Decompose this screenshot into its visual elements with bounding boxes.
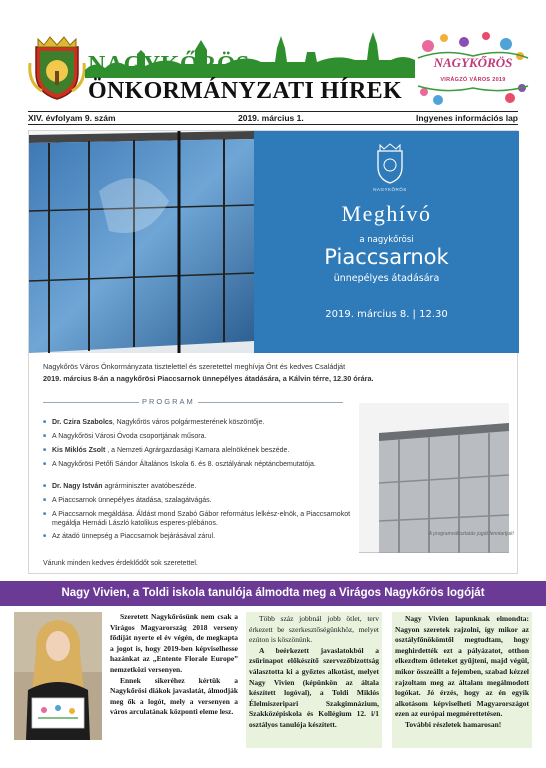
article-col1-para2: Ennek sikeréhez kértük a Nagykőrösi diákok javaslatát, álmodják meg ők a logót, mely a versenyen a város arculatának központi eleme lesz. bbox=[110, 675, 238, 717]
article-col1-para1: Szeretett Nagykőrösünk nem csak a Virágos Magyarország 2018 verseny fődíját nyerte el év végén, de megkapta a jogot is, hogy 2019-ben képviselhesse hazánkat az „Entente Florale Europe” nemzetközi versenyen. bbox=[110, 612, 238, 674]
program-item-text: , Nagykőrös város polgármesterének köszöntője. bbox=[112, 419, 265, 426]
issue-volume: XIV. évfolyam 9. szám bbox=[28, 113, 116, 123]
invitation-subheading: a nagykőrösi bbox=[359, 235, 414, 245]
masthead bbox=[0, 0, 546, 112]
program-item bbox=[43, 496, 363, 510]
article-column-2 bbox=[246, 612, 382, 748]
article-column-3 bbox=[392, 612, 532, 748]
program-item bbox=[43, 532, 363, 546]
issue-note: Ingyenes információs lap bbox=[415, 113, 518, 123]
article-col3-para2: További részletek hamarosan! bbox=[405, 719, 502, 729]
viragos-logo-name: NAGYKŐRÖS bbox=[433, 55, 513, 70]
program-item bbox=[43, 510, 363, 532]
invitation-heading: Meghívó bbox=[341, 201, 432, 226]
program-header bbox=[43, 397, 343, 407]
article-col2-para1: Több száz jobbnál jobb ötlet, terv érkezett be szerkesztőségünkhöz, melyet ezúton is köszönünk. bbox=[249, 614, 379, 645]
program-item-text: , a Nemzeti Agrárgazdasági Kamara alelnökének beszéde. bbox=[105, 447, 290, 454]
article-col3-para1: Nagy Vivien lapunknak elmondta: Nagyon szeretek rajzolni, így mikor az osztályfőnökömtől megtudtam, hogy meghirdették ezt a pályázatot, otthon elkezdtem ötleteket gyűjteni, majd végül, mikor összeállt a fejemben, szabad kézzel rajzoltam meg az általam megálmodott logókat. Jó érzés, hogy az én egyik alkotásom képviselheti Magyarországot ezen az európai megmérettetésen. bbox=[395, 614, 529, 719]
program-item bbox=[43, 446, 363, 460]
fine-print: A programváltoztatás jogát fenntartjuk! bbox=[428, 531, 514, 537]
student-with-logo-photo bbox=[14, 612, 102, 740]
intro-line2: 2019. március 8-án a nagykőrösi Piaccsarnok ünnepélyes átadására, a Kálvin térre, 12.30 órára. bbox=[43, 374, 374, 383]
issue-date: 2019. március 1. bbox=[238, 113, 304, 123]
masthead-title-line2: ÖNKORMÁNYZATI HÍREK bbox=[88, 78, 402, 104]
program-item-text: agrárminiszter avatóbeszéde. bbox=[102, 483, 197, 490]
viragos-logo-tagline: VIRÁGZÓ VÁROS 2019 bbox=[440, 77, 506, 83]
article-col2-para2: A beérkezett javaslatokból a zsűrinapot előkészítő szervezőbizottság választotta ki a győztes alkotást, melyet Nagy Vivien (képünkön az általa készített logóval), a Toldi Miklós Élelmiszeripari Szakgimnázium, Szakközépiskola és Kollégium 12. i/1 osztályos tanulója készített. bbox=[249, 645, 379, 729]
masthead-title-line1: NAGYKŐRÖS bbox=[88, 52, 250, 78]
city-emblem-icon bbox=[374, 143, 406, 185]
market-hall-photo bbox=[29, 131, 254, 353]
invitation-closing: Várunk minden kedves érdeklődőt sok szeretettel. bbox=[43, 560, 198, 567]
program-item-text: A Nagykőrösi Városi Óvoda csoportjának műsora. bbox=[52, 433, 207, 440]
program-list bbox=[43, 418, 363, 546]
program-item-speaker: Dr. Nagy István bbox=[52, 483, 103, 490]
article-headline: Nagy Vivien, a Toldi iskola tanulója álmodta meg a Virágos Nagykőrös logóját bbox=[0, 581, 546, 606]
program-item-text: Az átadó ünnepség a Piaccsarnok bejárásával zárul. bbox=[52, 533, 216, 540]
program-item bbox=[43, 482, 363, 496]
invitation-datetime: 2019. március 8. | 12.30 bbox=[325, 309, 448, 320]
program-item-text: A Piaccsarnok megáldása. Áldást mond Szabó Gábor református lelkész-elnök, a Piaccsarnokot megáldja Hernádi László katolikus esperes-plébános. bbox=[52, 511, 351, 527]
emblem-caption: NAGYKŐRÖS bbox=[373, 187, 407, 192]
program-item-speaker: Kis Miklós Zsolt bbox=[52, 447, 106, 454]
program-item-text: A Piaccsarnok ünnepélyes átadása, szalagátvágás. bbox=[52, 497, 212, 504]
program-item bbox=[43, 418, 363, 432]
invitation-occasion: ünnepélyes átadására bbox=[333, 273, 440, 284]
city-crest-icon bbox=[28, 33, 86, 101]
intro-line1: Nagykőrös Város Önkormányzata tisztelettel és szeretettel meghívja Önt és kedves Családját bbox=[43, 362, 346, 371]
article-column-1 bbox=[110, 612, 238, 718]
invitation-intro bbox=[43, 361, 513, 385]
program-item-speaker: Dr. Czira Szabolcs bbox=[52, 419, 113, 426]
invitation-blue-panel bbox=[254, 131, 519, 353]
invitation-venue: Piaccsarnok bbox=[324, 245, 449, 269]
program-item bbox=[43, 460, 363, 482]
program-item-text: A Nagykőrösi Petőfi Sándor Általános Iskola 6. és 8. osztályának néptáncbemutatója. bbox=[52, 461, 316, 468]
program-label: PROGRAM bbox=[139, 397, 198, 406]
program-item bbox=[43, 432, 363, 446]
invitation-card bbox=[28, 130, 518, 574]
issue-info-bar bbox=[28, 111, 518, 125]
